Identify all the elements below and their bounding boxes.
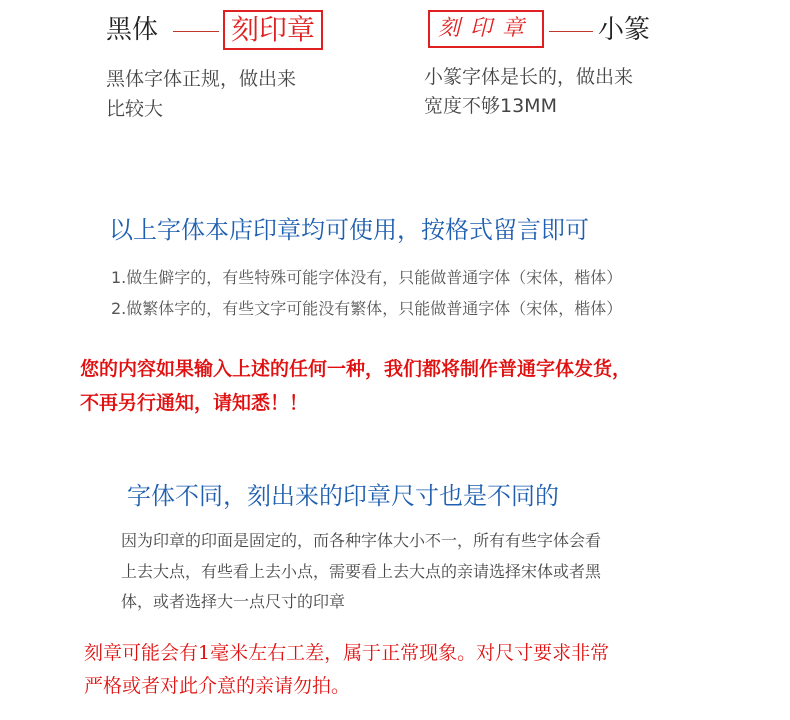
xiaozhuan-seal-sample: 刻印章 <box>428 10 544 48</box>
xiaozhuan-desc-line2: 宽度不够13MM <box>424 95 557 117</box>
xiaozhuan-connector-line <box>549 31 593 32</box>
heiti-label: 黑体 <box>106 15 159 45</box>
warning-line1: 您的内容如果输入上述的任何一种，我们都将制作普通字体发货， <box>80 358 632 380</box>
tolerance-warning-line2: 严格或者对此介意的亲请勿拍。 <box>84 675 351 697</box>
warning-line2: 不再另行通知，请知悉！！ <box>80 392 309 414</box>
size-difference-heading: 字体不同，刻出来的印章尺寸也是不同的 <box>127 482 559 510</box>
heiti-connector-line <box>173 31 219 32</box>
xiaozhuan-label: 小篆 <box>598 15 651 45</box>
notice-item-rare-chars: 1.做生僻字的，有些特殊可能字体没有，只能做普通字体（宋体，楷体） <box>111 268 623 287</box>
size-para-line3: 体，或者选择大一点尺寸的印章 <box>121 592 346 611</box>
heiti-desc-line2: 比较大 <box>106 98 164 120</box>
tolerance-warning-line1: 刻章可能会有1毫米左右工差，属于正常现象。对尺寸要求非常 <box>84 642 610 664</box>
size-para-line1: 因为印章的印面是固定的，而各种字体大小不一，所有有些字体会看 <box>121 531 602 550</box>
xiaozhuan-desc-line1: 小篆字体是长的，做出来 <box>424 66 634 88</box>
notice-item-traditional-chars: 2.做繁体字的，有些文字可能没有繁体，只能做普通字体（宋体，楷体） <box>111 299 623 318</box>
heiti-desc-line1: 黑体字体正规，做出来 <box>106 68 297 90</box>
size-para-line2: 上去大点，有些看上去小点，需要看上去大点的亲请选择宋体或者黑 <box>121 562 602 581</box>
heiti-stamp-sample: 刻印章 <box>223 10 323 50</box>
font-availability-heading: 以上字体本店印章均可使用，按格式留言即可 <box>109 216 589 244</box>
